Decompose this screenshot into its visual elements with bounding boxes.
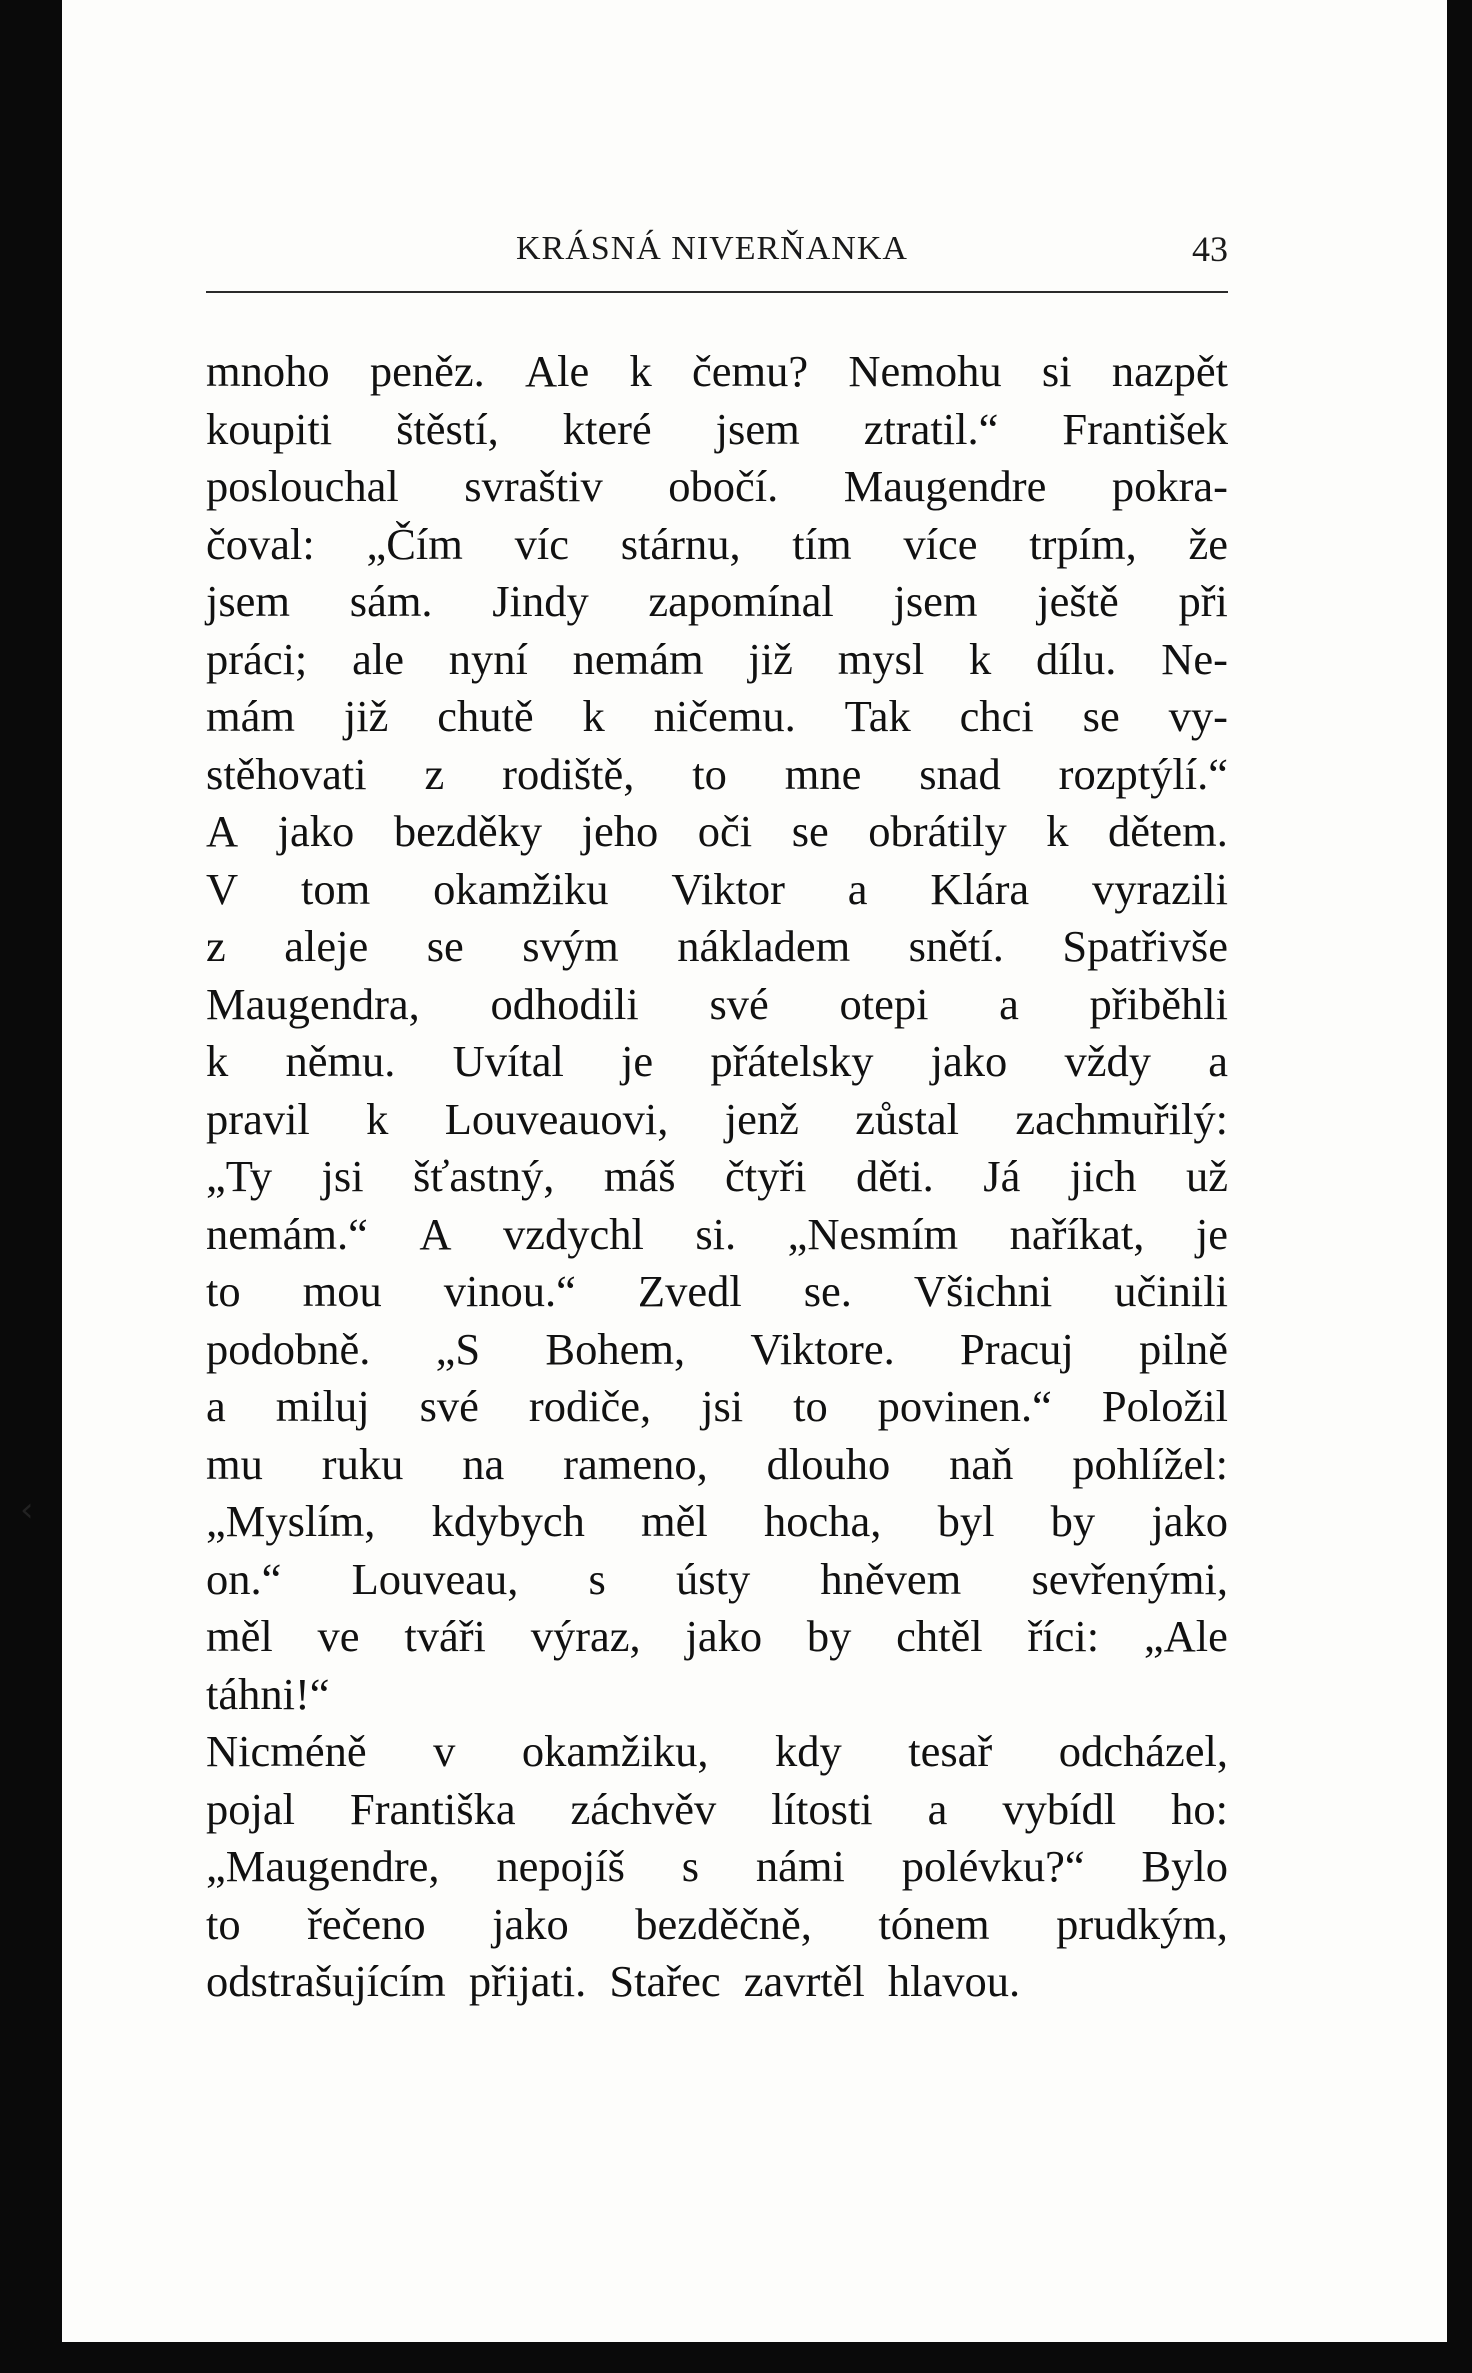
margin-mark-icon: ‹	[20, 1490, 34, 1530]
page-number: 43	[1192, 229, 1228, 269]
text-line: stěhovati z rodiště, to mne snad rozptýlí.“	[206, 748, 1228, 799]
text-line: mám již chutě k ničemu. Tak chci se vy-	[206, 691, 1228, 741]
text-line: pojal Františka záchvěv lítosti a vybídl ho:	[206, 1783, 1228, 1834]
text-line: k němu. Uvítal je přátelsky jako vždy a	[206, 1036, 1228, 1086]
text-line: Nicméně v okamžiku, kdy tesař odcházel,	[206, 1726, 1228, 1776]
text-line: to řečeno jako bezděčně, tónem prudkým,	[206, 1898, 1228, 1949]
text-line: pravil k Louveauovi, jenž zůstal zachmuřilý:	[206, 1093, 1228, 1144]
text-line: z aleje se svým nákladem snětí. Spatřivše	[206, 921, 1228, 971]
text-line: a miluj své rodiče, jsi to povinen.“ Položil	[206, 1381, 1228, 1431]
text-line: to mou vinou.“ Zvedl se. Všichni učinili	[206, 1266, 1228, 1316]
text-line: poslouchal svraštiv obočí. Maugendre pokra-	[206, 461, 1228, 511]
text-line: čoval: „Čím víc stárnu, tím více trpím, že	[206, 518, 1228, 569]
text-line: mu ruku na rameno, dlouho naň pohlížel:	[206, 1438, 1228, 1489]
page-header	[206, 222, 1228, 286]
text-line: V tom okamžiku Viktor a Klára vyrazili	[206, 863, 1228, 914]
body-text	[206, 343, 1228, 2011]
text-line: A jako bezděky jeho oči se obrátily k dětem.	[206, 806, 1228, 856]
running-title: KRÁSNÁ NIVERŇANKA	[516, 230, 908, 267]
text-line: táhni!“	[206, 1668, 330, 1719]
text-line: práci; ale nyní nemám již mysl k dílu. Ne-	[206, 633, 1228, 684]
text-line: nemám.“ A vzdychl si. „Nesmím naříkat, je	[206, 1208, 1228, 1259]
text-line: „Myslím, kdybych měl hocha, byl by jako	[206, 1496, 1228, 1546]
text-line: mnoho peněz. Ale k čemu? Nemohu si nazpět	[206, 346, 1228, 396]
text-line: podobně. „S Bohem, Viktore. Pracuj pilně	[206, 1323, 1228, 1374]
text-line: Maugendra, odhodili své otepi a přiběhli	[206, 978, 1228, 1029]
header-rule	[206, 291, 1228, 293]
text-line: měl ve tváři výraz, jako by chtěl říci: „Ale	[206, 1611, 1228, 1661]
text-line: odstrašujícím přijati. Stařec zavrtěl hlavou.	[206, 1956, 1021, 2006]
text-line: koupiti štěstí, které jsem ztratil.“ František	[206, 403, 1228, 454]
text-line: on.“ Louveau, s ústy hněvem sevřenými,	[206, 1553, 1228, 1604]
text-line: „Maugendre, nepojíš s námi polévku?“ Bylo	[206, 1841, 1228, 1891]
text-line: jsem sám. Jindy zapomínal jsem ještě při	[206, 576, 1228, 626]
text-line: „Ty jsi šťastný, máš čtyři děti. Já jich už	[206, 1151, 1228, 1201]
